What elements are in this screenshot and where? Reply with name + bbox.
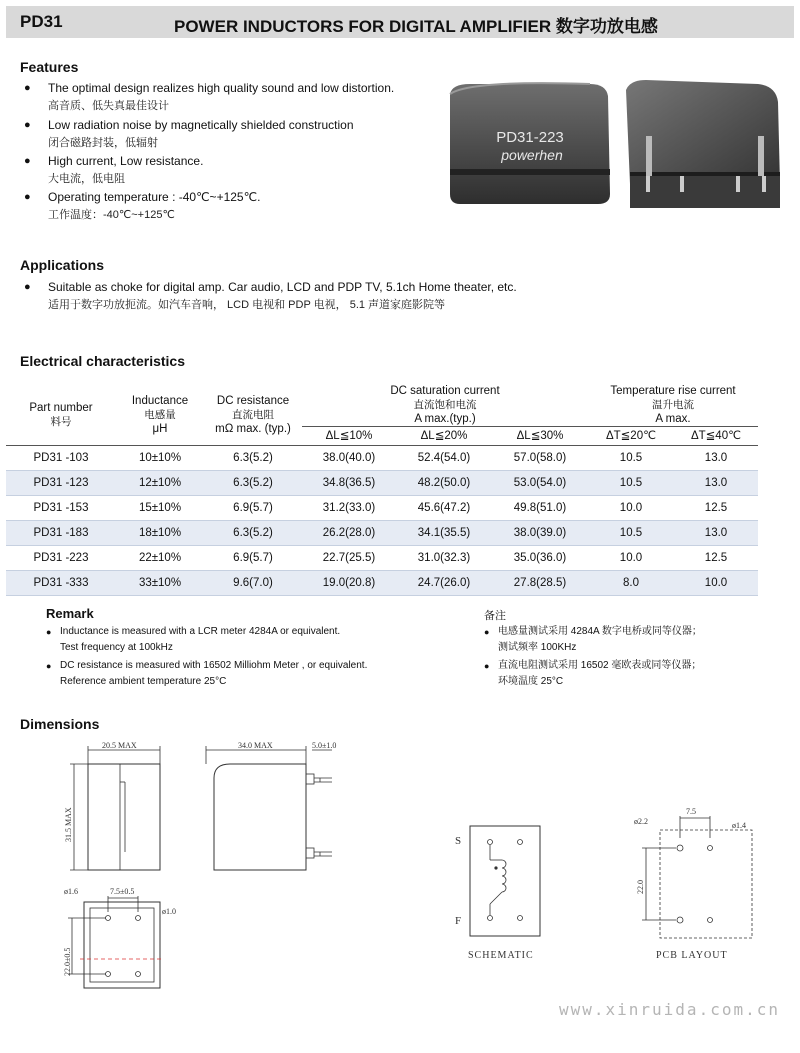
dim-length-label: 34.0 MAX bbox=[238, 741, 273, 750]
front-view bbox=[64, 741, 160, 870]
application-item: ● Suitable as choke for digital amp. Car audio, LCD and PDP TV, 5.1ch Home theater, etc. 适用于数字功放扼流。如汽车音响， LCD 电视和 PDP 电视， 5.1 声道家庭影院等 bbox=[24, 280, 517, 311]
side-view bbox=[206, 741, 336, 870]
dim-pin-diameter2-label: ø1.0 bbox=[162, 907, 176, 916]
electrical-title: Electrical characteristics bbox=[20, 353, 185, 369]
pcb-pitch-label: 7.5 bbox=[686, 807, 696, 816]
pcb-hole-diameter-label: ø1.4 bbox=[732, 821, 746, 830]
dim-width-label: 20.5 MAX bbox=[102, 741, 137, 750]
table-row: PD31 -183 18±10% 6.3(5.2) 26.2(28.0) 34.1(35.5) 38.0(39.0) 10.5 13.0 bbox=[6, 521, 758, 546]
table-row: PD31 -333 33±10% 9.6(7.0) 19.0(20.8) 24.7(26.0) 27.8(28.5) 8.0 10.0 bbox=[6, 571, 758, 596]
table-row: PD31 -223 22±10% 6.9(5.7) 22.7(25.5) 31.0(32.3) 35.0(36.0) 10.0 12.5 bbox=[6, 546, 758, 571]
pcb-layout-label: PCB LAYOUT bbox=[656, 950, 728, 961]
header-temp-rise-current: Temperature rise current 温升电流 A max. bbox=[588, 384, 758, 427]
remark-chinese: ● 电感量测试采用 4284A 数字电桥或同等仪器； 测试频率 100KHz ● 直流电阻测试采用 16502 毫欧表或同等仪器； 环境温度 25°C bbox=[484, 626, 702, 687]
bottom-view bbox=[63, 887, 176, 988]
schematic-label: SCHEMATIC bbox=[468, 950, 534, 961]
header-dc-resistance: DC resistance 直流电阻 mΩ max. (typ.) bbox=[204, 384, 302, 446]
dim-pin-span-label: 22.0±0.5 bbox=[63, 947, 72, 976]
header-part-number: Part number 料号 bbox=[6, 384, 116, 446]
schematic bbox=[455, 826, 540, 961]
table-row: PD31 -153 15±10% 6.9(5.7) 31.2(33.0) 45.6(47.2) 49.8(51.0) 10.0 12.5 bbox=[6, 496, 758, 521]
brand-marking: powerhen bbox=[501, 147, 563, 163]
dim-pin-diameter-label: ø1.6 bbox=[64, 887, 78, 896]
dim-pin-pitch-label: 7.5±0.5 bbox=[110, 887, 135, 896]
dim-lead-label: 5.0±1.0 bbox=[312, 741, 337, 750]
subheader-dt20: ΔT≦20℃ bbox=[588, 427, 674, 446]
subheader-dl30: ΔL≦30% bbox=[492, 427, 588, 446]
applications-title: Applications bbox=[20, 257, 105, 273]
product-marking: PD31-223 bbox=[496, 129, 564, 146]
table-row: PD31 -123 12±10% 6.3(5.2) 34.8(36.5) 48.2(50.0) 53.0(54.0) 10.5 13.0 bbox=[6, 471, 758, 496]
header-saturation-current: DC saturation current 直流饱和电流 A max.(typ.) bbox=[302, 384, 588, 427]
features-title: Features bbox=[20, 59, 79, 75]
header-bar bbox=[6, 6, 794, 38]
subheader-dt40: ΔT≦40℃ bbox=[674, 427, 758, 446]
subheader-dl20: ΔL≦20% bbox=[396, 427, 492, 446]
remark-english: ● Inductance is measured with a LCR meter 4284A or equivalent. Test frequency at 100kHz ● DC resistance is measured with 16502 Milliohm Meter , or equivalent. Reference ambient temperature 25°C bbox=[46, 626, 368, 687]
feature-item: ● Low radiation noise by magnetically shielded construction 闭合磁路封装，低辐射 bbox=[24, 118, 354, 149]
pcb-layout bbox=[634, 807, 752, 961]
feature-item: ● High current, Low resistance. 大电流，低电阻 bbox=[24, 154, 204, 185]
remark-title: Remark bbox=[46, 606, 94, 621]
electrical-characteristics-table bbox=[6, 384, 758, 596]
pcb-pad-diameter-label: ø2.2 bbox=[634, 817, 648, 826]
schematic-start-label: S bbox=[455, 835, 462, 847]
page-title: POWER INDUCTORS FOR DIGITAL AMPLIFIER 数字功放电感 bbox=[174, 17, 658, 36]
dimensions-title: Dimensions bbox=[20, 716, 100, 732]
header-inductance: Inductance 电感量 μH bbox=[116, 384, 204, 446]
pcb-span-label: 22.0 bbox=[636, 880, 645, 894]
table-row: PD31 -103 10±10% 6.3(5.2) 38.0(40.0) 52.4(54.0) 57.0(58.0) 10.5 13.0 bbox=[6, 446, 758, 471]
feature-item: ● Operating temperature : -40℃~+125℃. 工作温度：-40℃~+125℃ bbox=[24, 190, 261, 221]
dim-height-label: 31.5 MAX bbox=[64, 807, 73, 842]
watermark: www.xinruida.com.cn bbox=[558, 1000, 780, 1019]
subheader-dl10: ΔL≦10% bbox=[302, 427, 396, 446]
product-photo bbox=[440, 76, 790, 216]
part-series-code: PD31 bbox=[20, 12, 63, 31]
dimension-drawings bbox=[50, 738, 770, 990]
feature-item: ● The optimal design realizes high quality sound and low distortion. 高音质、低失真最佳设计 bbox=[24, 81, 395, 112]
remark-title-cn: 备注 bbox=[484, 610, 506, 622]
schematic-finish-label: F bbox=[455, 915, 462, 927]
